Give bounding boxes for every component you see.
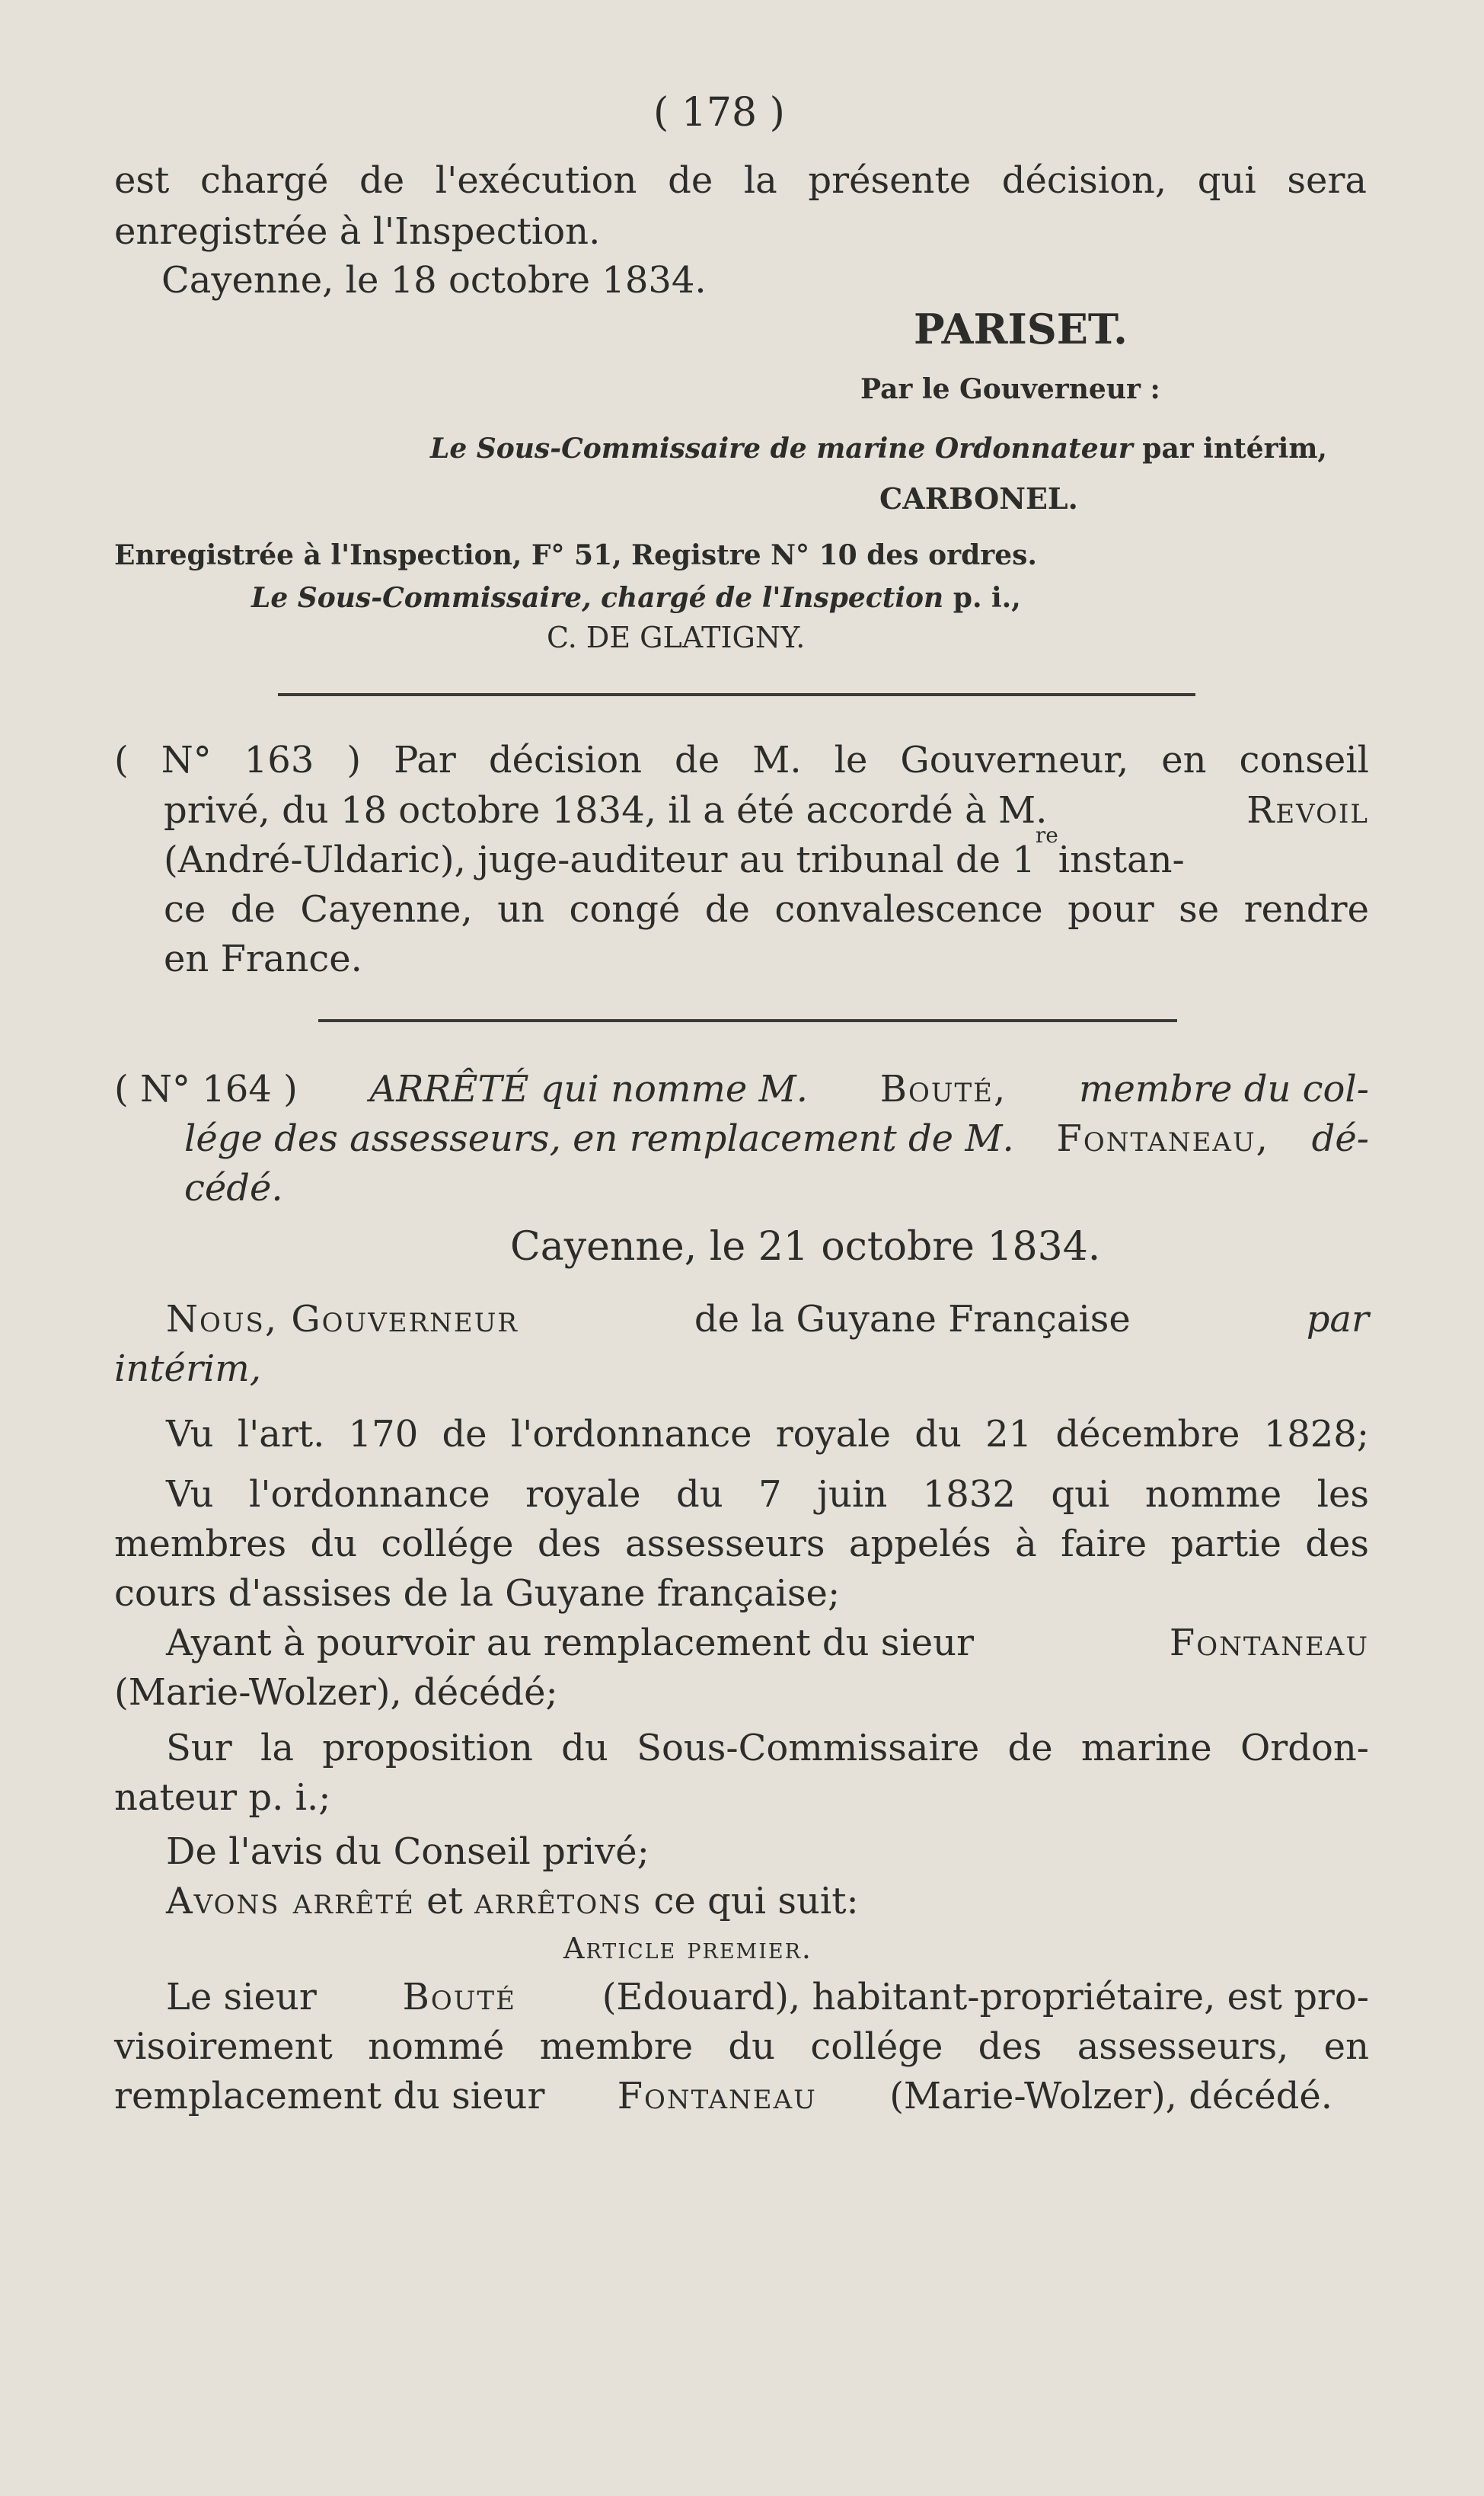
paragraph-line: Sur la proposition du Sous-Commissaire de marine Ordon-: [166, 1727, 1369, 1769]
paragraph-line: [166, 1295, 1369, 1344]
paragraph-line: ce de Cayenne, un congé de convalescence pour se rendre: [164, 888, 1369, 931]
separator-rule: [318, 1019, 1177, 1022]
signature-title-rest: par intérim,: [1142, 433, 1327, 465]
text-run: remplacement du sieur: [114, 2075, 545, 2117]
text-run: (Marie-Wolzer), décédé.: [889, 2075, 1332, 2117]
person-name: Bouté,: [879, 1068, 1007, 1111]
paragraph-line: visoirement nommé membre du collége des assesseurs, en: [114, 2025, 1369, 2068]
paragraph-line: [114, 2072, 1332, 2120]
text-run: Nous, Gouverneur: [166, 1298, 519, 1341]
paragraph-line: en France.: [164, 938, 362, 980]
text-run: ce qui suit:: [653, 1880, 859, 1922]
text-run: dé-: [1311, 1117, 1369, 1160]
text-run: Ayant à pourvoir au remplacement du sieur: [166, 1622, 975, 1664]
text-run: (André-Uldaric), juge-auditeur au tribunal de 1: [164, 839, 1036, 881]
person-name: Bouté: [402, 1976, 516, 2018]
paragraph-line: Vu l'ordonnance royale du 7 juin 1832 qui nomme les: [166, 1473, 1369, 1516]
text-run: (Edouard), habitant-propriétaire, est pro-: [602, 1976, 1369, 2018]
paragraph-line: [166, 1619, 1369, 1667]
paragraph-line: est chargé de l'exécution de la présente décision, qui sera: [114, 159, 1367, 202]
arrete-date: Cayenne, le 21 octobre 1834.: [510, 1224, 1101, 1270]
paragraph-line: membres du collége des assesseurs appelés à faire partie des: [114, 1523, 1369, 1565]
text-run: et: [426, 1880, 463, 1922]
person-name: Fontaneau: [1169, 1622, 1369, 1664]
signatory-name: CARBONEL.: [879, 481, 1078, 516]
paragraph-line: [166, 1973, 1369, 2021]
decision-date: Cayenne, le 18 octobre 1834.: [161, 259, 707, 302]
signature-title: [430, 433, 1327, 465]
signature-title-italic: Le Sous-Commissaire, chargé de l'Inspection: [251, 582, 944, 614]
paragraph-line: Vu l'art. 170 de l'ordonnance royale du 21 décembre 1828;: [166, 1413, 1369, 1456]
signatory-name: PARISET.: [914, 305, 1128, 353]
page-number: ( 178 ): [653, 90, 785, 136]
person-name: Fontaneau: [617, 2075, 817, 2117]
arrete-title-line: [114, 1065, 1369, 1114]
text-run: privé, du 18 octobre 1834, il a été accordé à M.: [164, 789, 1048, 832]
arrete-title-line: cédé.: [184, 1167, 283, 1210]
paragraph-line: enregistrée à l'Inspection.: [114, 210, 601, 253]
text-run: Avons arrêté: [166, 1880, 415, 1922]
text-run: Le sieur: [166, 1976, 317, 2018]
paragraph-line: (Marie-Wolzer), décédé;: [114, 1671, 558, 1714]
text-run: lége des assesseurs, en remplacement de M.: [184, 1117, 1014, 1160]
article-heading: Article premier.: [563, 1932, 812, 1965]
text-run: arrêtons: [474, 1880, 643, 1922]
paragraph-line: ( N° 163 ) Par décision de M. le Gouverneur, en conseil: [114, 739, 1369, 781]
text-run: par: [1306, 1298, 1369, 1341]
registration-line: Enregistrée à l'Inspection, F° 51, Registre N° 10 des ordres.: [114, 539, 1037, 571]
person-name: Fontaneau,: [1056, 1117, 1269, 1160]
paragraph-line: nateur p. i.;: [114, 1776, 331, 1819]
text-run: ( N° 164 ): [114, 1068, 298, 1111]
paragraph-line: De l'avis du Conseil privé;: [166, 1830, 649, 1873]
paragraph-line: [166, 1877, 859, 1926]
paragraph-line: [164, 786, 1369, 835]
superscript: re: [1035, 823, 1058, 848]
paragraph-line: cours d'assises de la Guyane française;: [114, 1572, 841, 1615]
signature-title-rest: p. i.,: [953, 582, 1021, 614]
paragraph-line: [164, 823, 1369, 884]
signatory-name: C. DE GLATIGNY.: [547, 621, 806, 654]
signature-label: Par le Gouverneur :: [860, 373, 1160, 405]
person-name: Revoil: [1246, 789, 1369, 832]
text-run: membre du col-: [1078, 1068, 1369, 1111]
text-run: ARRÊTÉ qui nomme M.: [369, 1068, 808, 1111]
text-run: de la Guyane Française: [694, 1298, 1131, 1341]
signature-title-italic: Le Sous-Commissaire de marine Ordonnateur: [430, 433, 1133, 465]
paragraph-line: intérim,: [114, 1347, 262, 1390]
arrete-title-line: [184, 1114, 1369, 1163]
separator-rule: [278, 693, 1195, 696]
text-run: instan-: [1058, 839, 1185, 881]
signature-title: [251, 582, 1021, 614]
